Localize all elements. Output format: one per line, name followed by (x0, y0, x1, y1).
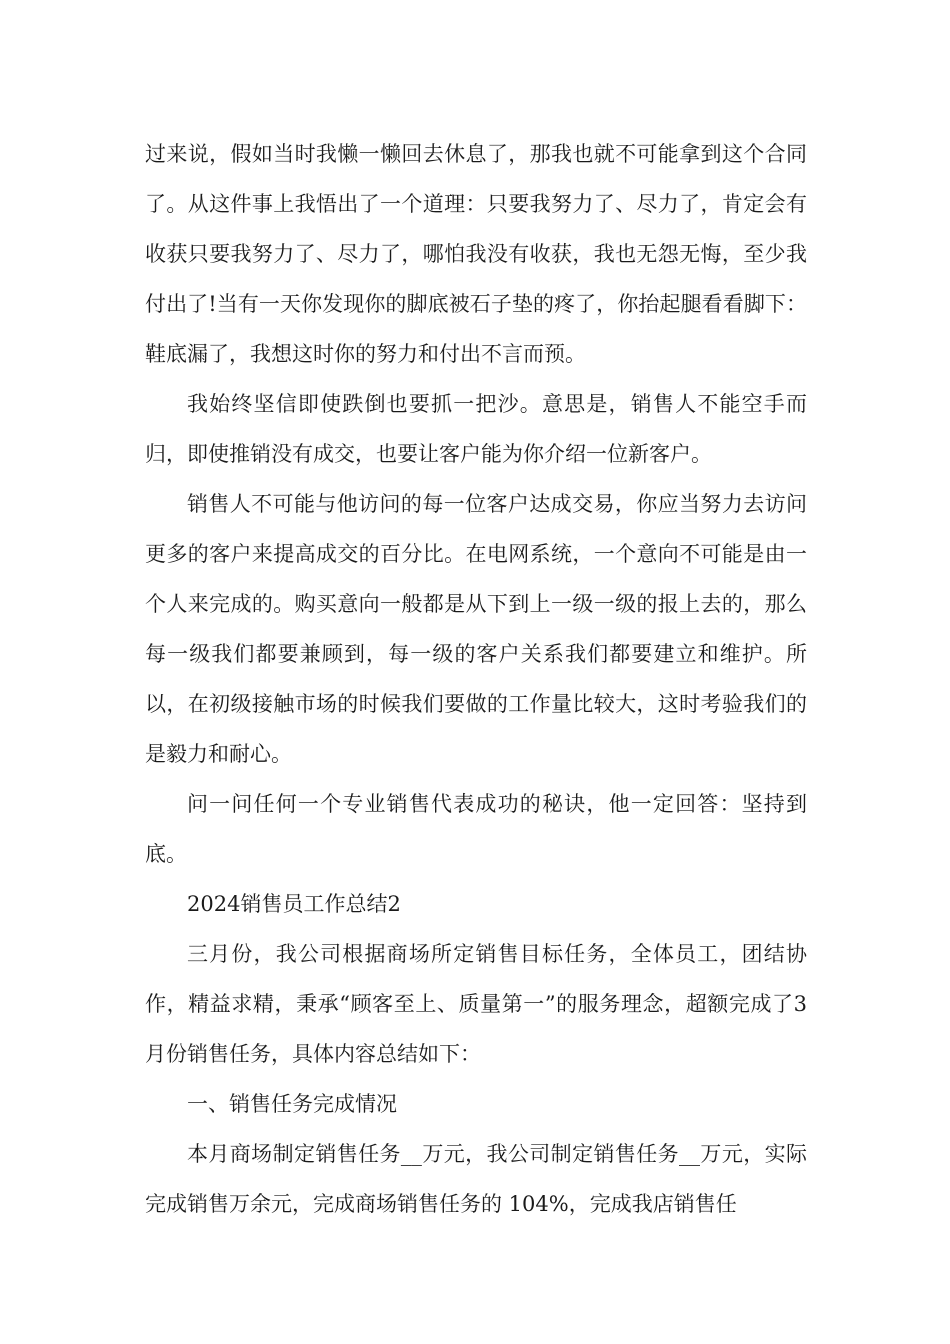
section-heading: 2024销售员工作总结2 (187, 892, 401, 916)
paragraph: 本月商场制定销售任务__万元，我公司制定销售任务__万元，实际完成销售万余元，完成商场销售任务的 104%，完成我店销售任 (145, 1142, 807, 1216)
paragraph: 销售人不可能与他访问的每一位客户达成交易，你应当努力去访问更多的客户来提高成交的百分比。在电网系统，一个意向不可能是由一个人来完成的。购买意向一般都是从下到上一级一级的报上去的，那么每一级我们都要兼顾到，每一级的客户关系我们都要建立和维护。所以，在初级接触市场的时候我们要做的工作量比较大，这时考验我们的是毅力和耐心。 (145, 492, 807, 766)
paragraph: 三月份，我公司根据商场所定销售目标任务，全体员工，团结协作，精益求精，秉承“顾客至上、质量第一”的服务理念，超额完成了3月份销售任务，具体内容总结如下： (145, 942, 807, 1066)
document-body (145, 129, 807, 1229)
subsection-heading: 一、销售任务完成情况 (187, 1092, 397, 1116)
paragraph: 我始终坚信即使跌倒也要抓一把沙。意思是，销售人不能空手而归，即使推销没有成交，也要让客户能为你介绍一位新客户。 (145, 392, 807, 466)
paragraph: 问一问任何一个专业销售代表成功的秘诀，他一定回答：坚持到底。 (145, 792, 807, 866)
paragraph: 过来说，假如当时我懒一懒回去休息了，那我也就不可能拿到这个合同了。从这件事上我悟出了一个道理：只要我努力了、尽力了，肯定会有收获只要我努力了、尽力了，哪怕我没有收获，我也无怨无悔，至少我付出了!当有一天你发现你的脚底被石子垫的疼了，你抬起腿看看脚下：鞋底漏了，我想这时你的努力和付出不言而预。 (145, 142, 807, 366)
